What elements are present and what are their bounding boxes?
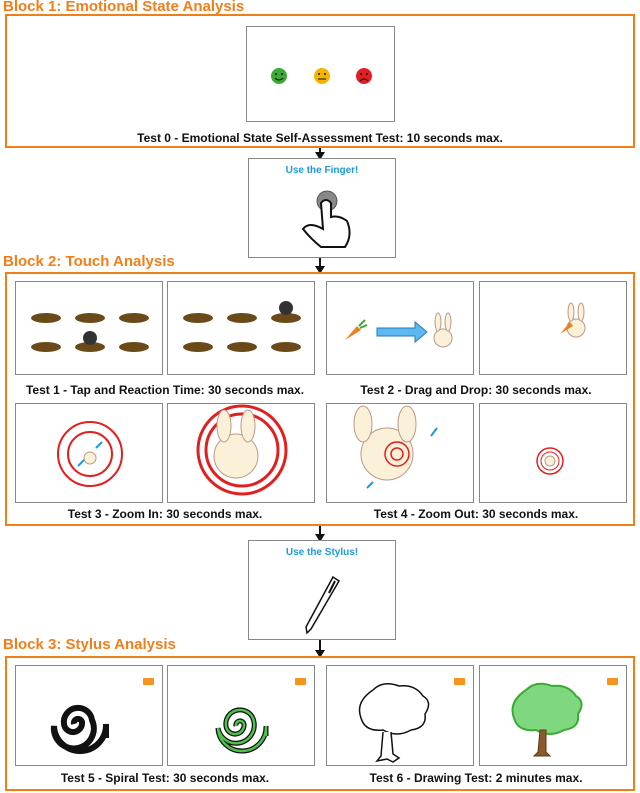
small-target-icon [480,404,627,503]
zoom-in-screen-2 [167,403,315,503]
zoom-in-screen-1 [15,403,163,503]
spiral-screen-1 [15,665,163,766]
carrot-arrow-bunny-icon [327,282,474,375]
use-finger-hint: Use the Finger! [285,165,359,176]
tree-outline-icon [327,666,474,766]
tree-screen-1 [326,665,474,766]
tap-screen-2 [167,281,315,375]
test2-caption: Test 2 - Drag and Drop: 30 seconds max. [360,383,592,397]
tree-screen-2 [479,665,627,766]
block-2-title: Block 2: Touch Analysis [3,253,175,270]
spiral-screen-2 [167,665,315,766]
colored-tree-icon [480,666,627,766]
test0-caption: Test 0 - Emotional State Self-Assessment Test: 10 seconds max. [137,131,503,145]
sad-face-icon [356,68,372,84]
emotion-faces [247,27,395,122]
pen-icon [249,541,396,640]
zoom-out-screen-1 [326,403,474,503]
flow-arrow [319,148,321,158]
test4-caption: Test 4 - Zoom Out: 30 seconds max. [373,507,579,521]
finger-tap-icon [249,159,396,258]
test1-caption: Test 1 - Tap and Reaction Time: 30 seconds max. [25,383,305,397]
neutral-face-icon [314,68,330,84]
use-finger-screen [248,158,396,258]
flow-arrow [319,640,321,656]
block-1-title: Block 1: Emotional State Analysis [3,0,245,15]
zoom-out-screen-2 [479,403,627,503]
test3-caption: Test 3 - Zoom In: 30 seconds max. [67,507,263,521]
happy-face-icon [271,68,287,84]
tap-screen-1 [15,281,163,375]
large-bunny-target-icon [327,404,474,503]
use-stylus-screen [248,540,396,640]
large-target-icon [168,404,315,503]
traced-spiral-icon [168,666,315,766]
flow-arrow [319,526,321,540]
mole-holes-icon [16,282,163,375]
spiral-icon [16,666,163,766]
bunny-with-carrot-icon [480,282,627,375]
emotion-screen [246,26,395,122]
flow-arrow [319,258,321,272]
block-3-title: Block 3: Stylus Analysis [3,636,176,653]
drag-screen-1 [326,281,474,375]
test6-caption: Test 6 - Drawing Test: 2 minutes max. [369,771,583,785]
drag-screen-2 [479,281,627,375]
test5-caption: Test 5 - Spiral Test: 30 seconds max. [60,771,270,785]
small-target-icon [16,404,163,503]
mole-holes-icon [168,282,315,375]
use-stylus-hint: Use the Stylus! [285,547,359,558]
